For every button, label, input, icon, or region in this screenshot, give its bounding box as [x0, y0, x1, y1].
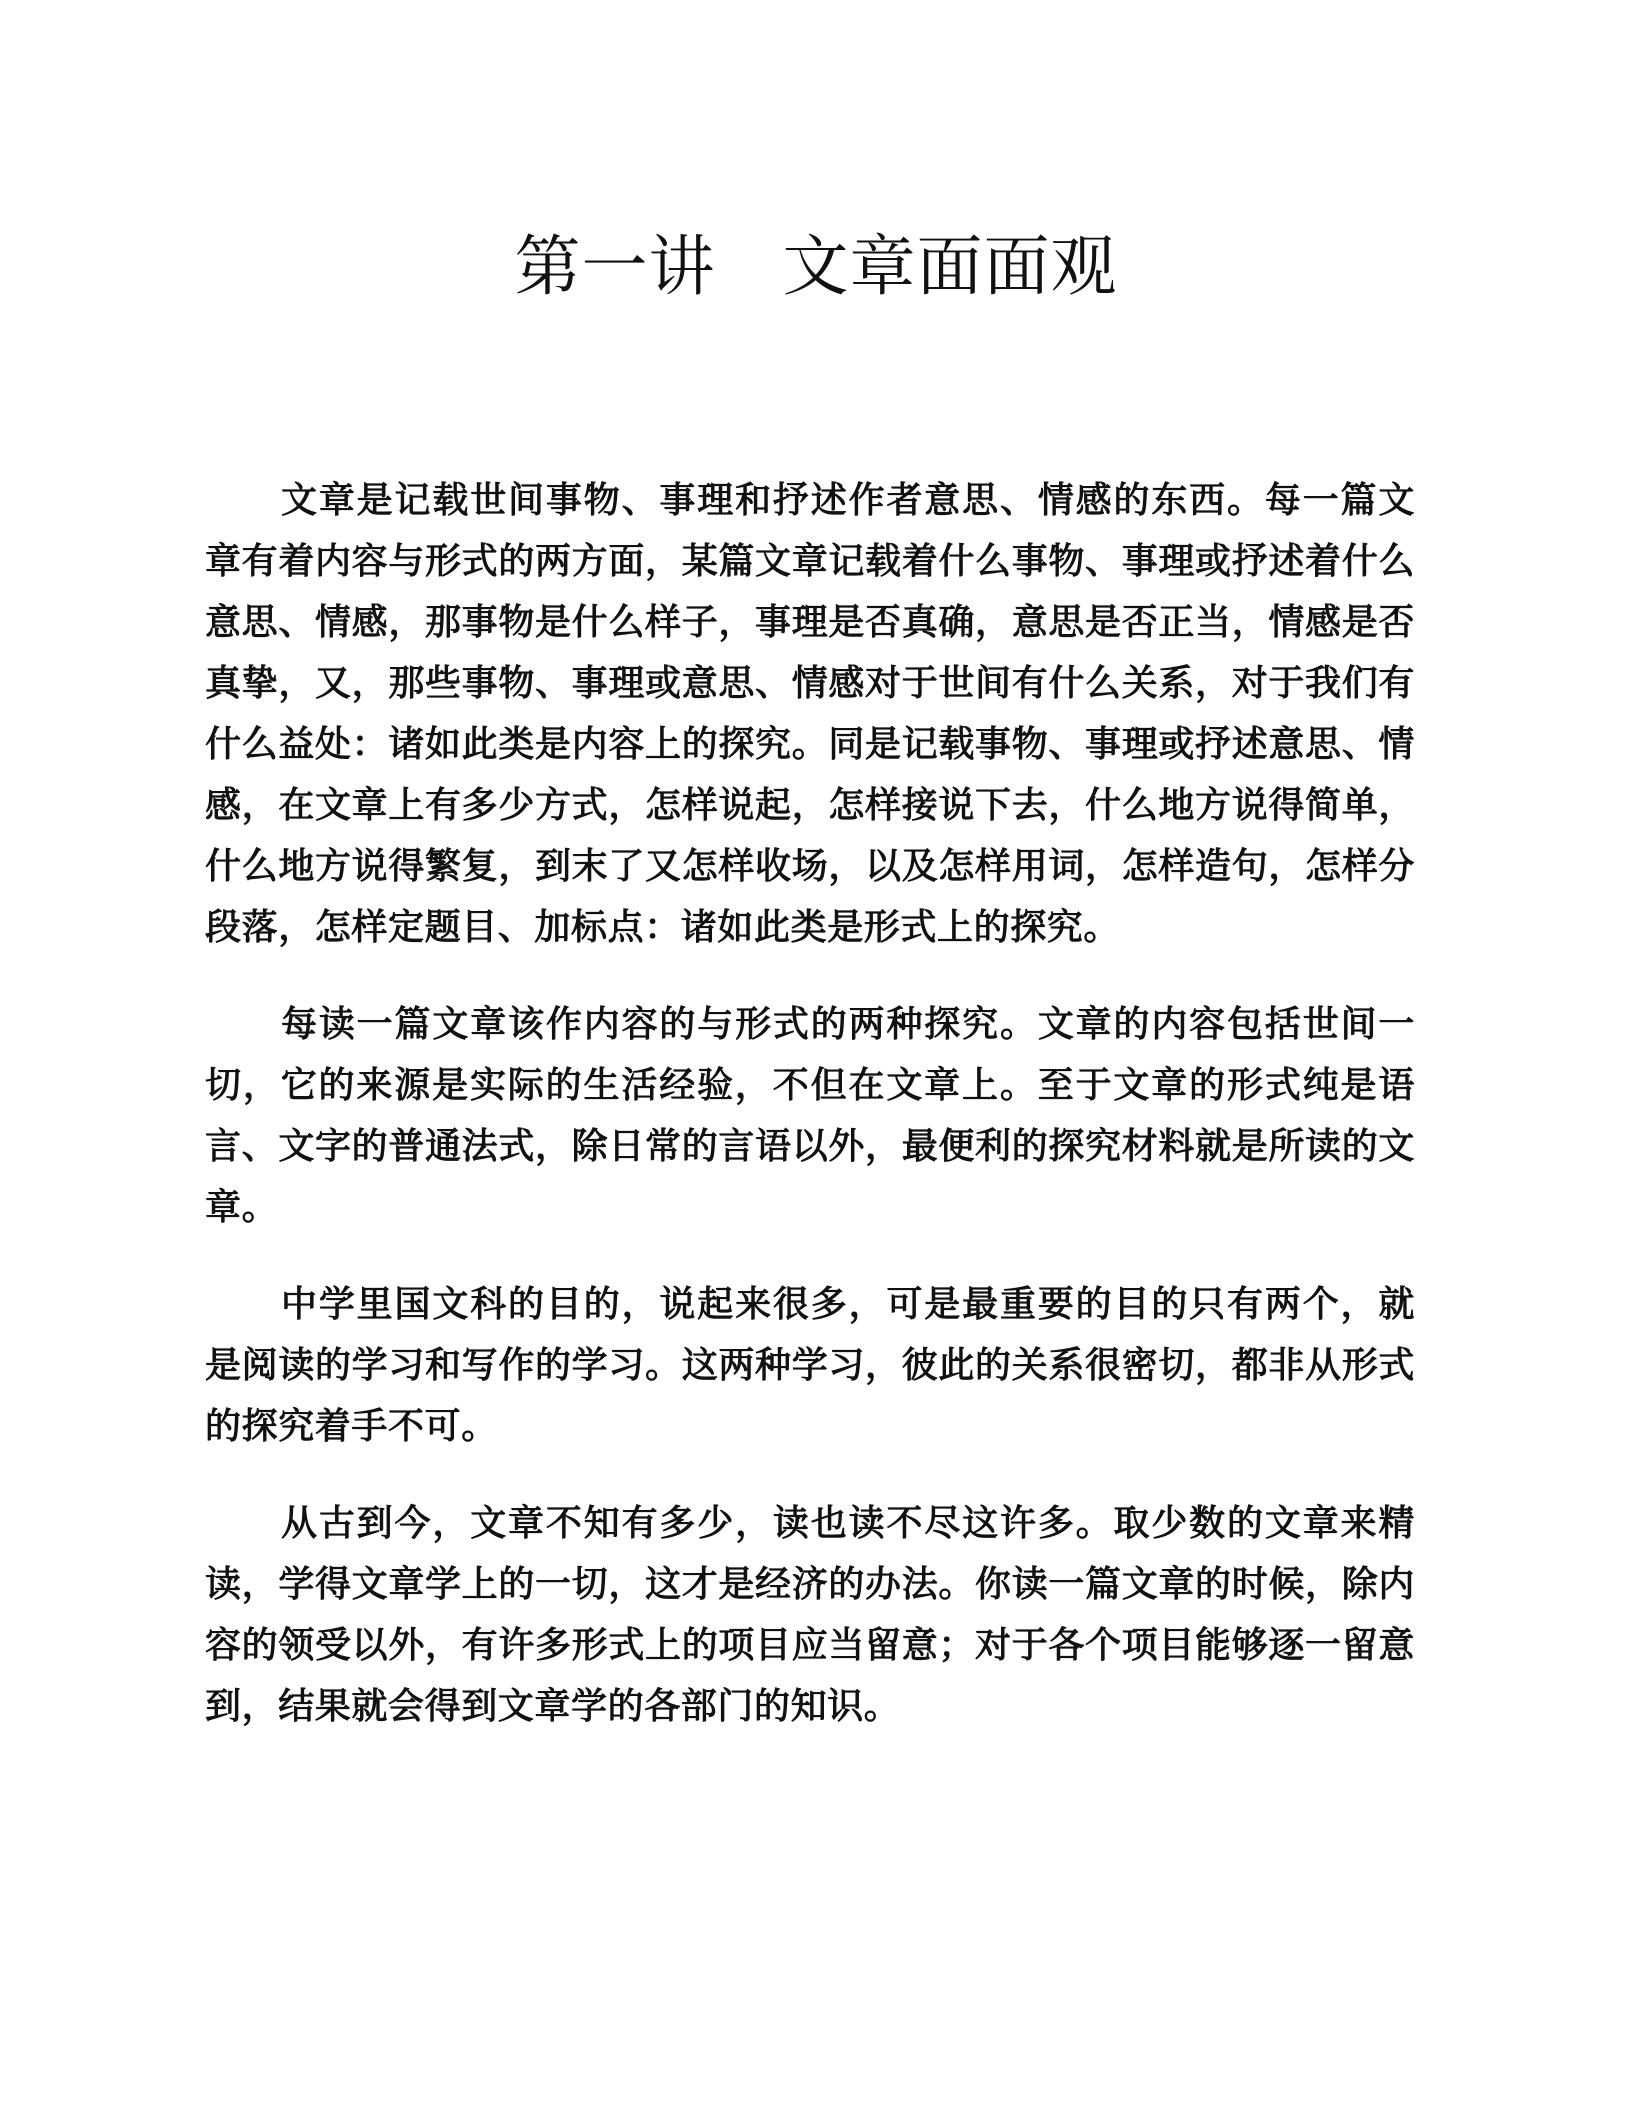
paragraph-4: 从古到今，文章不知有多少，读也读不尽这许多。取少数的文章来精读，学得文章学上的一切，这才是经济的办法。你读一篇文章的时候，除内容的领受以外，有许多形式上的项目应当留意；对于各个项目能够逐一留意到，结果就会得到文章学的各部门的知识。 — [205, 1503, 1415, 1727]
paragraph-1: 文章是记载世间事物、事理和抒述作者意思、情感的东西。每一篇文章有着内容与形式的两方面，某篇文章记载着什么事物、事理或抒述着什么意思、情感，那事物是什么样子，事理是否真确，意思是否正当，情感是否真挚，又，那些事物、事理或意思、情感对于世间有什么关系，对于我们有什么益处：诸如此类是内容上的探究。同是记载事物、事理或抒述意思、情感，在文章上有多少方式，怎样说起，怎样接说下去，什么地方说得简单，什么地方说得繁复，到末了又怎样收场，以及怎样用词，怎样造句，怎样分段落，怎样定题目、加标点：诸如此类是形式上的探究。 — [205, 480, 1415, 948]
paragraph-3: 中学里国文科的目的，说起来很多，可是最重要的目的只有两个，就是阅读的学习和写作的学习。这两种学习，彼此的关系很密切，都非从形式的探究着手不可。 — [205, 1284, 1415, 1447]
page-title: 第一讲 文章面面观 — [514, 228, 1118, 305]
paragraph-2: 每读一篇文章该作内容的与形式的两种探究。文章的内容包括世间一切，它的来源是实际的生活经验，不但在文章上。至于文章的形式纯是语言、文字的普通法式，除日常的言语以外，最便利的探究材料就是所读的文章。 — [205, 1004, 1415, 1228]
body-text — [205, 470, 1415, 1773]
